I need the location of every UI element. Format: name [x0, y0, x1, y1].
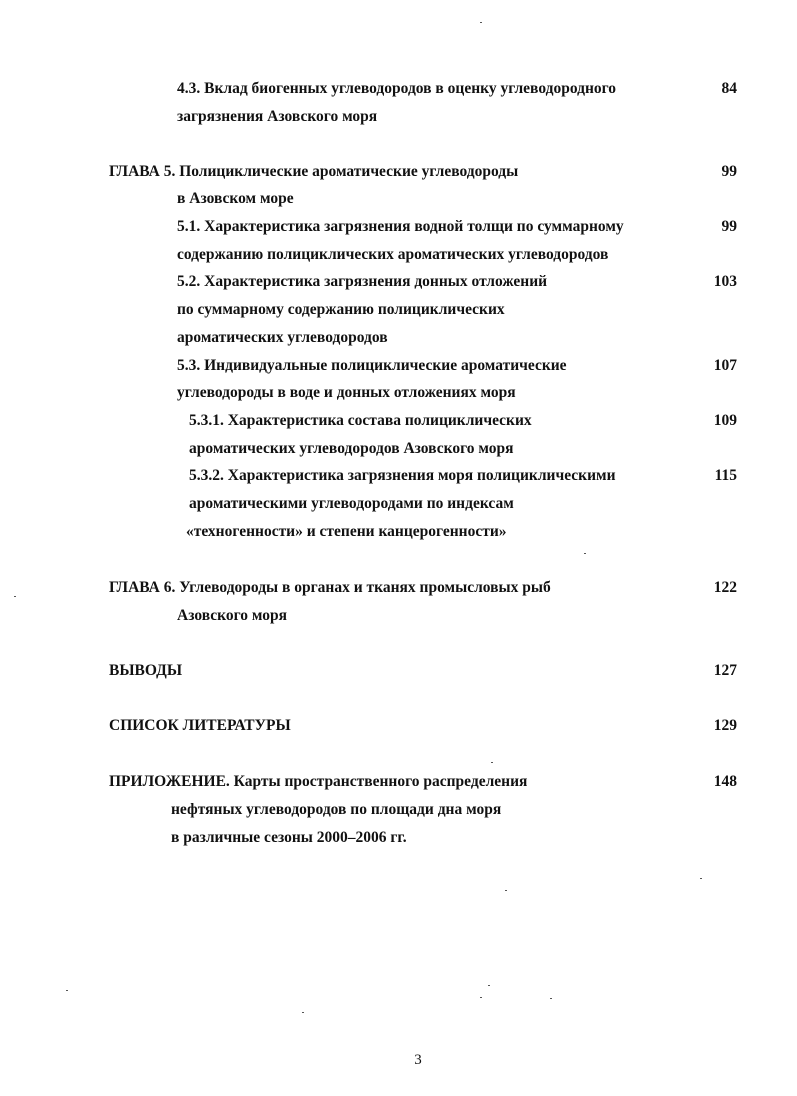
- scan-speck: [550, 998, 552, 999]
- toc-entry-5-3-1-line-2: ароматических углеводородов Азовского моря: [189, 440, 514, 457]
- toc-entry-5-3-1-page: 109: [713, 412, 737, 429]
- toc-entry-ch5-page: 99: [721, 163, 737, 180]
- toc-entry-ch6-page: 122: [713, 579, 737, 596]
- scan-speck: [491, 762, 493, 763]
- scan-speck: [480, 22, 482, 23]
- toc-entry-5-2-line-3: ароматических углеводородов: [177, 329, 388, 346]
- toc-entry-5-1-page: 99: [721, 218, 737, 235]
- toc-entry-4-3-line-2: загрязнения Азовского моря: [177, 108, 378, 125]
- scan-speck: [505, 890, 507, 891]
- toc-entry-5-2-line-2: по суммарному содержанию полициклических: [177, 301, 505, 318]
- scan-speck: [584, 553, 586, 554]
- toc-entry-conclusions-line-1: ВЫВОДЫ: [109, 662, 183, 679]
- toc-entry-5-3-2-line-2: ароматическими углеводородами по индексам: [189, 495, 514, 512]
- scan-speck: [700, 878, 702, 879]
- toc-entry-5-3-2-page: 115: [714, 467, 737, 484]
- toc-entry-5-2-line-1: 5.2. Характеристика загрязнения донных отложений: [177, 273, 548, 290]
- scan-speck: [488, 985, 490, 986]
- toc-entry-5-3-page: 107: [713, 357, 737, 374]
- toc-entry-5-1-line-1: 5.1. Характеристика загрязнения водной толщи по суммарному: [177, 218, 624, 235]
- toc-entry-5-1-line-2: содержанию полициклических ароматических углеводородов: [177, 246, 609, 263]
- toc-entry-conclusions-page: 127: [713, 662, 737, 679]
- toc-entry-4-3-page: 84: [721, 80, 737, 97]
- toc-entry-5-2-page: 103: [713, 273, 737, 290]
- toc-entry-appendix-line-1: ПРИЛОЖЕНИЕ. Карты пространственного распределения: [109, 773, 528, 790]
- scan-speck: [66, 990, 68, 991]
- toc-entry-5-3-line-1: 5.3. Индивидуальные полициклические ароматические: [177, 357, 567, 374]
- toc-entry-4-3-line-1: 4.3. Вклад биогенных углеводородов в оценку углеводородного: [177, 80, 617, 97]
- toc-entry-5-3-2-line-3: «техногенности» и степени канцерогенности»: [186, 523, 507, 540]
- page-number: 3: [414, 1052, 422, 1068]
- toc-entry-ch5-line-2: в Азовском море: [177, 190, 294, 207]
- scan-speck: [14, 596, 16, 597]
- toc-entry-5-3-1-line-1: 5.3.1. Характеристика состава полициклических: [189, 412, 532, 429]
- toc-entry-references-line-1: СПИСОК ЛИТЕРАТУРЫ: [109, 717, 291, 734]
- toc-entry-appendix-line-2: нефтяных углеводородов по площади дна моря: [171, 801, 502, 818]
- toc-entry-5-3-2-line-1: 5.3.2. Характеристика загрязнения моря полициклическими: [189, 467, 616, 484]
- toc-entry-5-3-line-2: углеводороды в воде и донных отложениях моря: [177, 384, 516, 401]
- toc-entry-appendix-page: 148: [713, 773, 737, 790]
- scan-speck: [480, 997, 482, 998]
- toc-entry-references-page: 129: [713, 717, 737, 734]
- toc-entry-ch5-line-1: ГЛАВА 5. Полициклические ароматические углеводороды: [109, 163, 519, 180]
- scan-speck: [302, 1012, 304, 1013]
- toc-entry-ch6-line-1: ГЛАВА 6. Углеводороды в органах и тканях промысловых рыб: [109, 579, 551, 596]
- toc-entry-ch6-line-2: Азовского моря: [177, 607, 287, 624]
- toc-entry-appendix-line-3: в различные сезоны 2000–2006 гг.: [171, 829, 407, 846]
